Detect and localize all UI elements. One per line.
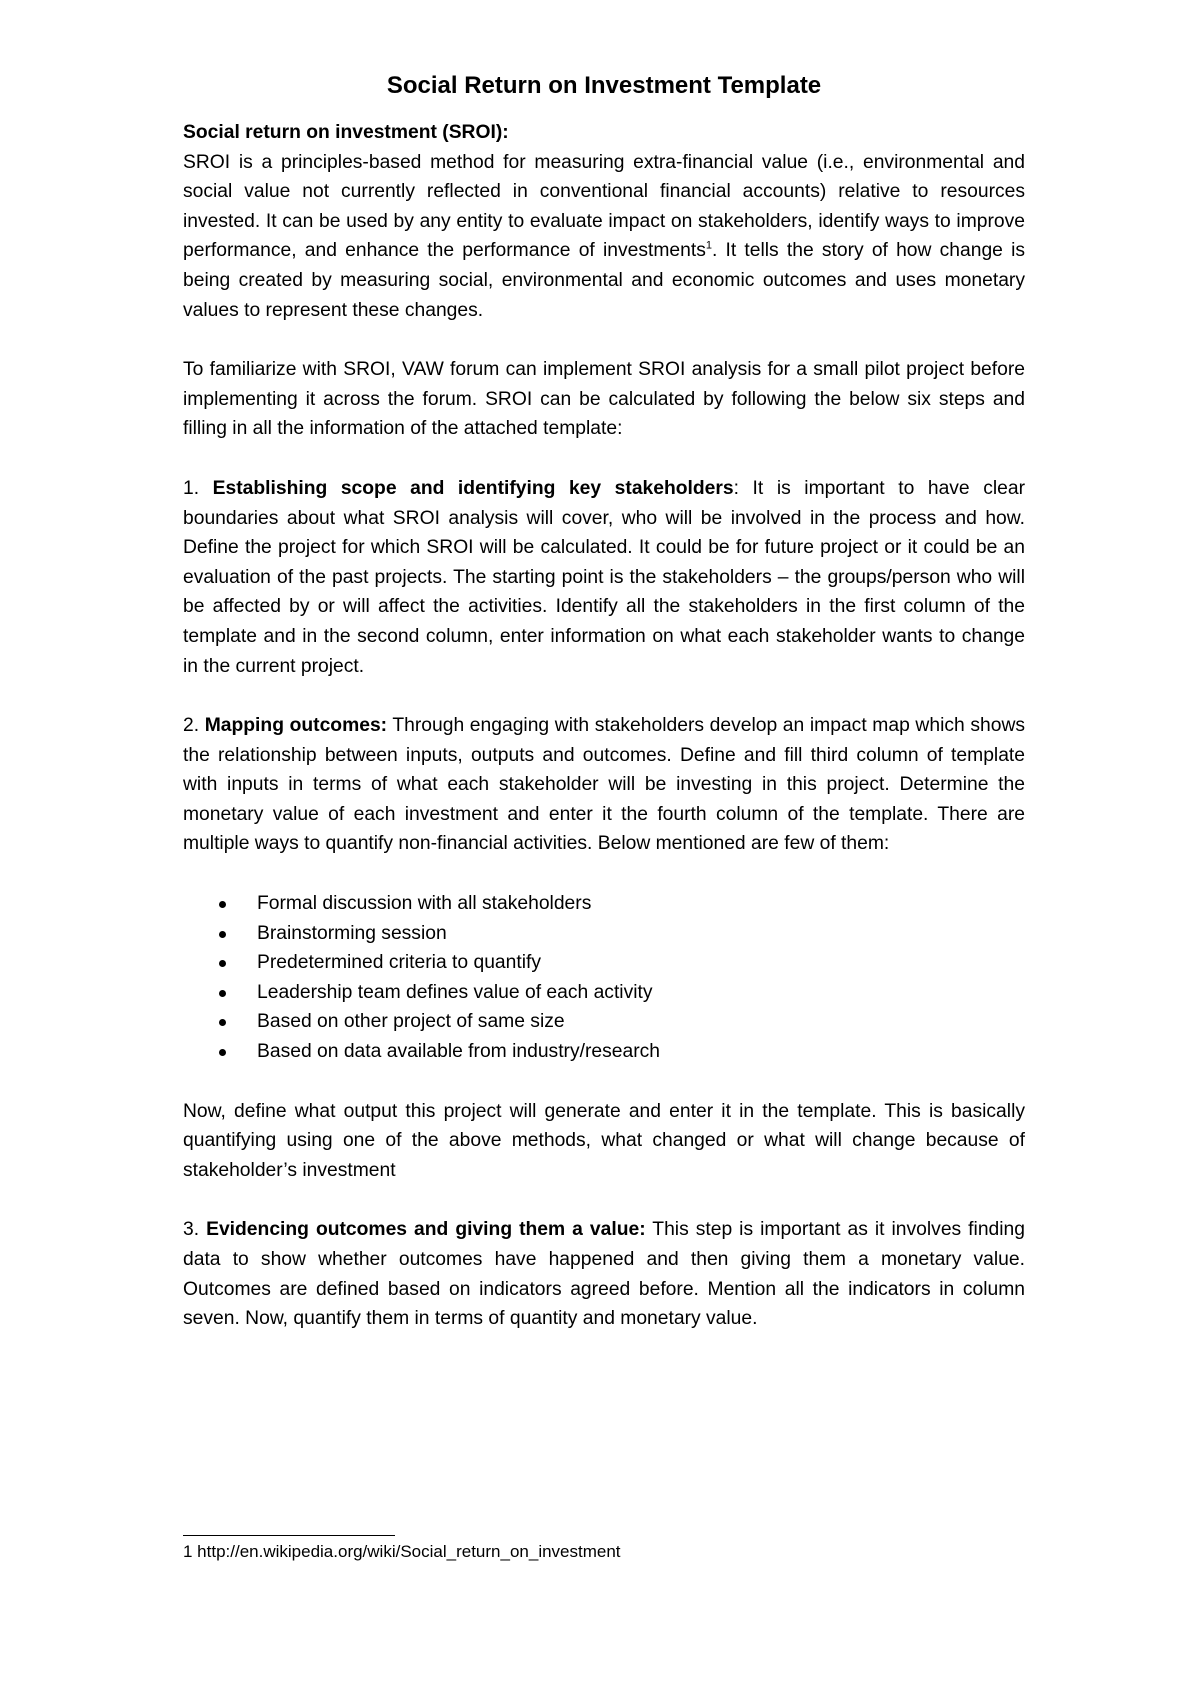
step-3-paragraph <box>183 1215 1025 1333</box>
sroi-definition-text: SROI is a principles-based method for measuring extra-financial value (i.e., environmental and social value not currently reflected in conventional financial accounts) relative to resources invested. It can be used by any entity to evaluate impact on stakeholders, identify ways to improve performance, and enhance the performance of investments <box>183 151 1025 262</box>
list-item: Leadership team defines value of each activity <box>219 978 1025 1008</box>
document-body <box>183 70 1025 1334</box>
step-2-paragraph <box>183 711 1025 859</box>
list-item: Predetermined criteria to quantify <box>219 948 1025 978</box>
step-1-label: Establishing scope and identifying key stakeholders <box>212 477 734 499</box>
familiarize-paragraph: To familiarize with SROI, VAW forum can implement SROI analysis for a small pilot project before implementing it across the forum. SROI can be calculated by following the below six steps and filling in all the information of the attached template: <box>183 359 1025 440</box>
step-1-text: : It is important to have clear boundaries about what SROI analysis will cover, who will be involved in the process and how. Define the project for which SROI will be calculated. It could be for future project or it could be an evaluation of the past projects. The starting point is the stakeholders – the groups/person who will be affected by or will affect the activities. Identify all the stakeholders in the first column of the template and in the second column, enter information on what each stakeholder wants to change in the current project. <box>183 477 1025 677</box>
step-2-label: Mapping outcomes: <box>204 715 388 737</box>
list-item: Based on data available from industry/research <box>219 1037 1025 1067</box>
step-2-text: Through engaging with stakeholders develop an impact map which shows the relationship between inputs, outputs and outcomes. Define and fill third column of template with inputs in terms of what each stakeholder will be investing in this project. Determine the monetary value of each investment and enter it the fourth column of the template. There are multiple ways to quantify non-financial activities. Below mentioned are few of them: <box>183 715 1026 855</box>
sroi-heading: Social return on investment (SROI): <box>183 122 509 143</box>
step-3-number: 3. <box>183 1219 207 1241</box>
footnote-divider <box>183 1535 395 1536</box>
step-2-number: 2. <box>183 715 205 737</box>
list-item: Based on other project of same size <box>219 1007 1025 1037</box>
list-item: Formal discussion with all stakeholders <box>219 889 1025 919</box>
footnote-reference[interactable]: 1 <box>705 239 712 252</box>
step-3-label: Evidencing outcomes and giving them a value: <box>206 1219 646 1241</box>
footnote-link[interactable]: 1 http://en.wikipedia.org/wiki/Social_return_on_investment <box>183 1542 621 1561</box>
page-title: Social Return on Investment Template <box>386 72 822 99</box>
sroi-definition-paragraph <box>183 148 1025 326</box>
step-3-text: This step is important as it involves finding data to show whether outcomes have happened and then giving them a monetary value. Outcomes are defined based on indicators agreed before. Mention all the indicators in column seven. Now, quantify them in terms of quantity and monetary value. <box>183 1219 1026 1330</box>
step-1-paragraph <box>183 474 1025 681</box>
sroi-definition-text-continued: . It tells the story of how change is being created by measuring social, environmental and economic outcomes and uses monetary values to represent these changes. <box>183 240 1026 321</box>
step-1-number: 1. <box>183 477 213 499</box>
output-paragraph: Now, define what output this project will generate and enter it in the template. This is basically quantifying using one of the above methods, what changed or what will change because of stakeholder’s investment <box>183 1100 1025 1181</box>
list-item: Brainstorming session <box>219 919 1025 949</box>
quantify-methods-list <box>183 889 1025 1067</box>
